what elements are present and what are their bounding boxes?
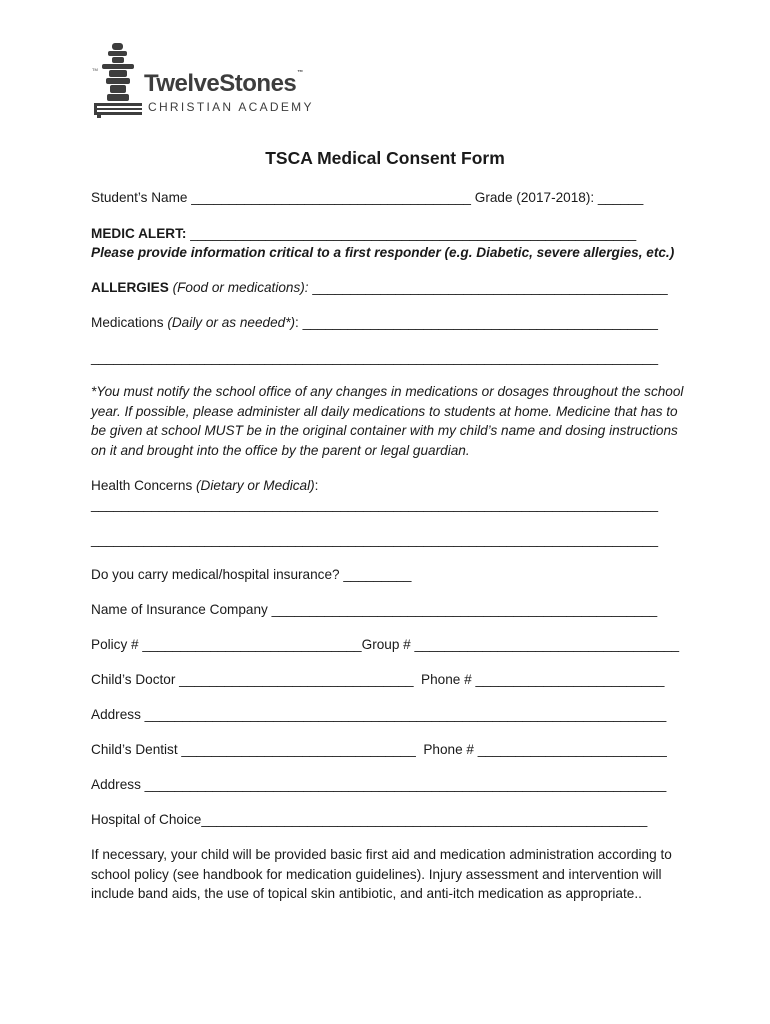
insurance-company-field[interactable]: Name of Insurance Company ___________________________________________________ — [91, 602, 658, 617]
health-concerns-label: Health Concerns (Dietary or Medical): — [91, 478, 319, 493]
insurance-question-field[interactable]: Do you carry medical/hospital insurance? _________ — [91, 567, 412, 582]
logo-subtitle: CHRISTIAN ACADEMY — [148, 100, 314, 114]
student-name-grade-field[interactable]: Student’s Name _____________________________________ Grade (2017-2018): ______ — [91, 190, 644, 205]
doctor-phone-field[interactable]: Child’s Doctor _______________________________ Phone # _________________________ — [91, 672, 665, 687]
hospital-choice-field[interactable]: Hospital of Choice___________________________________________________________ — [91, 812, 648, 827]
svg-text:TM: TM — [92, 67, 98, 72]
health-concerns-line-1[interactable]: ___________________________________________________________________________ — [91, 497, 659, 512]
doctor-address-field[interactable]: Address _____________________________________________________________________ — [91, 707, 667, 722]
policy-group-field[interactable]: Policy # _____________________________Group # ___________________________________ — [91, 637, 680, 652]
first-aid-paragraph: If necessary, your child will be provided basic first aid and medication administration according to school policy (see handbook for medication guidelines). Injury assessment and intervention will include band aids, the use of topical skin antibiotic, and anti-itch medication as appropriate.. — [91, 847, 672, 901]
medication-notice: *You must notify the school office of any changes in medications or dosages throughout the school year. If possible, please administer all daily medications to students at home. Medicine that has to be given at school MUST be in the original container with my child’s name and dosing instructions on it and brought into the office by the parent or legal guardian. — [91, 384, 684, 458]
medic-alert-field[interactable]: MEDIC ALERT: ___________________________________________________________ — [91, 226, 637, 241]
medications-extra-line[interactable]: ___________________________________________________________________________ — [91, 350, 659, 365]
stone-stack-icon — [92, 42, 144, 118]
dentist-address-field[interactable]: Address _____________________________________________________________________ — [91, 777, 667, 792]
dentist-phone-field[interactable]: Child’s Dentist _______________________________ Phone # _________________________ — [91, 742, 667, 757]
health-concerns-line-2[interactable]: ___________________________________________________________________________ — [91, 532, 659, 547]
medications-field[interactable]: Medications (Daily or as needed*): _______________________________________________ — [91, 315, 658, 330]
school-logo — [92, 42, 332, 122]
form-title: TSCA Medical Consent Form — [265, 148, 505, 168]
logo-title: TwelveStones™ — [144, 70, 303, 97]
medic-alert-note: Please provide information critical to a first responder (e.g. Diabetic, severe allergies, etc.) — [91, 245, 675, 260]
allergies-label: ALLERGIES — [91, 280, 169, 295]
allergies-field[interactable]: ALLERGIES (Food or medications): _______________________________________________ — [91, 280, 668, 295]
medic-alert-label: MEDIC ALERT: — [91, 226, 191, 241]
